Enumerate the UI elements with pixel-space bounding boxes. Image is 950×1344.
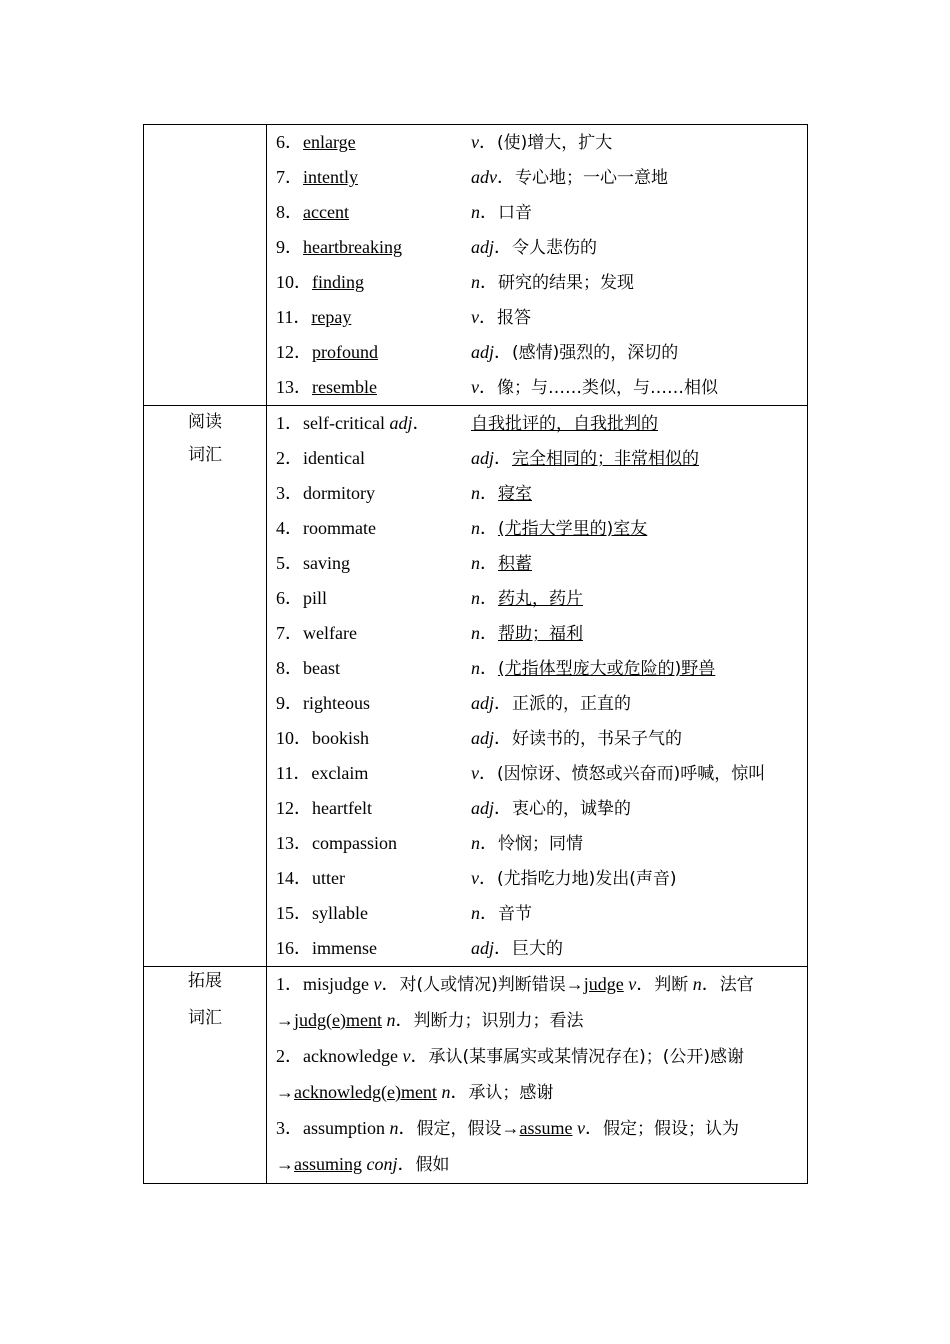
entry-definition: 帮助；福利: [498, 624, 583, 644]
entry-number: 2．: [276, 448, 303, 468]
entry-pos: adj: [471, 728, 495, 748]
entry-word-col: [276, 265, 471, 300]
entry-definition-col: adj．(感情)强烈的，深切的: [471, 342, 679, 363]
entry-definition-col: v．(因惊讶、愤怒或兴奋而)呼喊，惊叫: [471, 763, 766, 784]
vocab-entry: [276, 651, 807, 686]
entry-definition: 积蓄: [498, 554, 532, 574]
entry-word-col: [276, 651, 471, 686]
entry-word: saving: [303, 553, 350, 573]
entry-word: intently: [303, 167, 358, 187]
entry-word: exclaim: [311, 763, 369, 783]
entry-number: 11．: [276, 307, 312, 327]
derived-definition: 承认；感谢: [468, 1083, 554, 1103]
entry-definition: (尤指吃力地)发出(声音): [497, 869, 677, 889]
vocab-entry: [276, 721, 807, 756]
entry-word: enlarge: [303, 132, 356, 152]
vocab-entry: [276, 335, 807, 370]
entry-number: 13．: [276, 377, 312, 397]
entry-word-col: [276, 335, 471, 370]
vocab-entry: [276, 300, 807, 335]
entry-pos: n: [471, 518, 480, 538]
item-pos: v: [373, 974, 382, 994]
derived-definition: 假如: [415, 1155, 450, 1175]
entry-word-col: [276, 511, 471, 546]
entry-word-col: [276, 195, 471, 230]
entry-pos: n: [471, 658, 480, 678]
entry-definition-col: n．帮助；福利: [471, 623, 583, 644]
entries-cell: [267, 125, 808, 406]
entry-definition: (尤指体型庞大或危险的)野兽: [498, 659, 716, 679]
entry-word-col: [276, 616, 471, 651]
derived-definition: 判断: [654, 975, 689, 995]
category-label: 词汇: [188, 445, 222, 465]
entry-word-col: [276, 896, 471, 931]
entry-definition-col: n．药丸，药片: [471, 588, 583, 609]
vocab-entry: [276, 511, 807, 546]
entry-definition: 巨大的: [512, 939, 564, 959]
extension-item: 2．acknowledge v．承认(某事属实或某情况存在)；(公开)感谢→acknowledg(e)ment n．承认；感谢: [276, 1046, 744, 1103]
entry-pos: v: [471, 763, 479, 783]
entry-word: heartfelt: [312, 798, 372, 818]
category-cell-empty: [144, 125, 267, 406]
entry-word: welfare: [303, 623, 357, 643]
derived-pos: v: [577, 1118, 586, 1138]
vocab-entry: [276, 931, 807, 966]
entry-pos: adj: [471, 693, 495, 713]
entry-number: 6．: [276, 132, 303, 152]
entry-word-col: [276, 476, 471, 511]
entry-pos: v: [471, 868, 479, 888]
entry-definition-col: adj．令人悲伤的: [471, 237, 598, 258]
extension-cell: [267, 967, 808, 1184]
entry-number: 12．: [276, 798, 312, 818]
entry-definition: 报答: [497, 308, 531, 328]
entry-word-col: [276, 125, 471, 160]
entry-definition-col: v．报答: [471, 307, 531, 328]
entry-definition: 完全相同的；非常相似的: [512, 449, 700, 469]
section-extension-row: [144, 967, 808, 1184]
entry-word-col: [276, 581, 471, 616]
entry-word-col: [276, 861, 471, 896]
entry-number: 7．: [276, 623, 303, 643]
entry-number: 11．: [276, 763, 312, 783]
entry-definition: 专心地；一心一意地: [515, 168, 668, 188]
entry-definition-col: adj．完全相同的；非常相似的: [471, 448, 700, 469]
item-word: acknowledge: [303, 1046, 398, 1066]
entry-word: self-critical: [303, 413, 385, 433]
vocab-entry: [276, 756, 807, 791]
entry-word: accent: [303, 202, 349, 222]
entry-word: beast: [303, 658, 340, 678]
vocab-entry: [276, 686, 807, 721]
arrow: →: [276, 1154, 294, 1174]
derived-word: assuming: [294, 1154, 363, 1174]
entry-word-col: [276, 931, 471, 966]
derived-definition: 假定；假设；认为: [603, 1119, 740, 1139]
category-label: 阅读: [188, 412, 222, 432]
entry-number: 13．: [276, 833, 312, 853]
entry-definition: 寝室: [498, 484, 532, 504]
item-definition: 假定，假设: [416, 1119, 502, 1139]
arrow: →: [276, 1010, 294, 1030]
item-pos: v: [402, 1046, 411, 1066]
entry-pos: adj: [471, 798, 495, 818]
entry-pos: adv: [471, 167, 497, 187]
entry-word: roommate: [303, 518, 376, 538]
vocabulary-table: [143, 124, 808, 1184]
entry-word: profound: [312, 342, 378, 362]
arrow: →: [276, 1082, 294, 1102]
entry-definition-col: n．怜悯；同情: [471, 833, 583, 854]
derived-word: assume: [519, 1118, 573, 1138]
entry-definition-col: n．口音: [471, 202, 532, 223]
entry-definition: 研究的结果；发现: [498, 273, 634, 293]
entry-definition-col: v．(使)增大，扩大: [471, 132, 613, 153]
entry-word: repay: [311, 307, 352, 327]
entry-word-col: [276, 826, 471, 861]
entry-definition: 自我批评的，自我批判的: [471, 414, 658, 434]
entry-word: pill: [303, 588, 328, 608]
entry-pos: adj: [471, 237, 495, 257]
item-word: assumption: [303, 1118, 386, 1138]
category-label: 拓展: [188, 971, 222, 991]
derived-definition: 判断力；识别力；看法: [413, 1011, 584, 1031]
item-number: 3．: [276, 1118, 303, 1138]
entry-word: resemble: [312, 377, 377, 397]
entry-definition-col: v．像；与……类似，与……相似: [471, 377, 718, 398]
vocab-entry: [276, 370, 807, 405]
entry-number: 9．: [276, 693, 303, 713]
entry-definition-col: n．寝室: [471, 483, 532, 504]
item-definition: 对(人或情况)判断错误: [399, 975, 566, 995]
derived-pos: n: [441, 1082, 451, 1102]
entry-pos: adj: [471, 342, 495, 362]
entry-definition: 口音: [498, 203, 532, 223]
vocab-entry: [276, 406, 807, 441]
category-cell-extension: [144, 967, 267, 1184]
entry-definition: (尤指大学里的)室友: [498, 519, 648, 539]
entry-pos: n: [471, 272, 480, 292]
vocab-entry: [276, 160, 807, 195]
vocab-entry: [276, 616, 807, 651]
entry-pos: n: [471, 553, 480, 573]
entry-pos: n: [471, 588, 480, 608]
item-number: 2．: [276, 1046, 303, 1066]
entry-number: 16．: [276, 938, 312, 958]
entry-number: 10．: [276, 728, 312, 748]
entry-word-col: [276, 686, 471, 721]
entry-pos: n: [471, 623, 480, 643]
entry-definition: 正派的，正直的: [512, 694, 632, 714]
derived-pos: v: [628, 974, 637, 994]
entry-definition-col: n．音节: [471, 903, 532, 924]
entry-pos: adj: [471, 938, 495, 958]
entry-number: 9．: [276, 237, 303, 257]
section-reading-row: [144, 406, 808, 967]
entry-definition-col: n．(尤指体型庞大或危险的)野兽: [471, 658, 716, 679]
entry-word: heartbreaking: [303, 237, 402, 257]
vocab-entry: [276, 195, 807, 230]
vocab-entry: [276, 441, 807, 476]
category-label: 词汇: [188, 1008, 222, 1028]
entry-pos: n: [471, 202, 480, 222]
entry-number: 6．: [276, 588, 303, 608]
derived-pos: conj: [366, 1154, 398, 1174]
extension-item: 1．misjudge v．对(人或情况)判断错误→judge v．判断 n．法官→judg(e)ment n．判断力；识别力；看法: [276, 974, 754, 1031]
vocab-entry: [276, 265, 807, 300]
entry-definition-col: n．积蓄: [471, 553, 532, 574]
entry-number: 12．: [276, 342, 312, 362]
entry-pos: n: [471, 483, 480, 503]
vocab-entry: [276, 125, 807, 160]
entry-word: dormitory: [303, 483, 375, 503]
entry-number: 3．: [276, 483, 303, 503]
entry-definition: 药丸，药片: [498, 589, 583, 609]
entry-word-col: [276, 230, 471, 265]
entry-word: utter: [312, 868, 345, 888]
derived-word: judge: [583, 974, 624, 994]
arrow: →: [565, 974, 584, 994]
entry-number: 8．: [276, 202, 303, 222]
entry-definition: 像；与……类似，与……相似: [497, 378, 718, 398]
entry-word-col: [276, 441, 471, 476]
arrow: →: [501, 1118, 520, 1138]
derived-word: judg(e)ment: [294, 1010, 382, 1030]
entries-cell: [267, 406, 808, 967]
entry-word-col: [276, 370, 471, 405]
entry-word: bookish: [312, 728, 370, 748]
entry-definition: 好读书的，书呆子气的: [512, 729, 683, 749]
entry-definition-col: n．(尤指大学里的)室友: [471, 518, 648, 539]
entry-definition: 怜悯；同情: [498, 834, 583, 854]
entry-definition-col: adj．正派的，正直的: [471, 693, 632, 714]
entry-word: finding: [312, 272, 364, 292]
entry-number: 4．: [276, 518, 303, 538]
entry-definition: (感情)强烈的，深切的: [512, 343, 679, 363]
section-core-row: [144, 125, 808, 406]
entry-definition: 令人悲伤的: [512, 238, 598, 258]
entry-number: 10．: [276, 272, 312, 292]
entry-word-col: [276, 756, 471, 791]
entry-pos: v: [471, 377, 479, 397]
entry-word: righteous: [303, 693, 370, 713]
entry-word-col: [276, 791, 471, 826]
item-definition: 承认(某事属实或某情况存在)；(公开)感谢: [428, 1047, 744, 1067]
vocab-entry: [276, 546, 807, 581]
entry-word: identical: [303, 448, 365, 468]
extension-item: 3．assumption n．假定，假设→assume v．假定；假设；认为→assuming conj．假如: [276, 1118, 740, 1175]
entry-definition-col: adj．好读书的，书呆子气的: [471, 728, 683, 749]
entry-number: 1．: [276, 413, 303, 433]
entry-definition: (因惊讶、愤怒或兴奋而)呼喊，惊叫: [497, 764, 766, 784]
entry-definition-col: [471, 406, 801, 441]
entry-definition-col: n．研究的结果；发现: [471, 272, 634, 293]
item-number: 1．: [276, 974, 303, 994]
entry-definition: 衷心的，诚挚的: [512, 799, 632, 819]
entry-word-col: [276, 546, 471, 581]
entry-word: compassion: [312, 833, 397, 853]
entry-pos: n: [471, 833, 480, 853]
vocab-entry: [276, 896, 807, 931]
entry-word-col: [276, 300, 471, 335]
entry-definition-col: adj．巨大的: [471, 938, 564, 959]
category-cell-reading: [144, 406, 267, 967]
entry-pos: v: [471, 307, 479, 327]
entry-definition: 音节: [498, 904, 532, 924]
extra-definition: 法官: [719, 975, 754, 995]
entry-pos: n: [471, 903, 480, 923]
entry-number: 14．: [276, 868, 312, 888]
derived-word: acknowledg(e)ment: [294, 1082, 437, 1102]
item-pos: n: [389, 1118, 399, 1138]
vocab-entry: [276, 791, 807, 826]
entry-definition-col: adj．衷心的，诚挚的: [471, 798, 632, 819]
entry-word-col: [276, 721, 471, 756]
extra-pos: n: [692, 974, 702, 994]
entry-number: 7．: [276, 167, 303, 187]
entry-number: 5．: [276, 553, 303, 573]
entry-definition-col: v．(尤指吃力地)发出(声音): [471, 868, 677, 889]
entry-pos: adj: [471, 448, 495, 468]
item-word: misjudge: [303, 974, 369, 994]
entry-pos: adj: [389, 413, 413, 433]
vocab-entry: [276, 230, 807, 265]
vocab-entry: [276, 581, 807, 616]
entry-word: immense: [312, 938, 377, 958]
vocab-entry: [276, 826, 807, 861]
entry-word-col: [276, 160, 471, 195]
entry-number: 8．: [276, 658, 303, 678]
vocab-entry: [276, 476, 807, 511]
entry-definition: (使)增大，扩大: [497, 133, 613, 153]
entry-definition-col: adv．专心地；一心一意地: [471, 167, 668, 188]
vocab-entry: [276, 861, 807, 896]
entry-number: 15．: [276, 903, 312, 923]
entry-word: syllable: [312, 903, 368, 923]
entry-word-col: 1．self-critical adj．: [276, 413, 431, 433]
derived-pos: n: [386, 1010, 396, 1030]
entry-pos: v: [471, 132, 479, 152]
